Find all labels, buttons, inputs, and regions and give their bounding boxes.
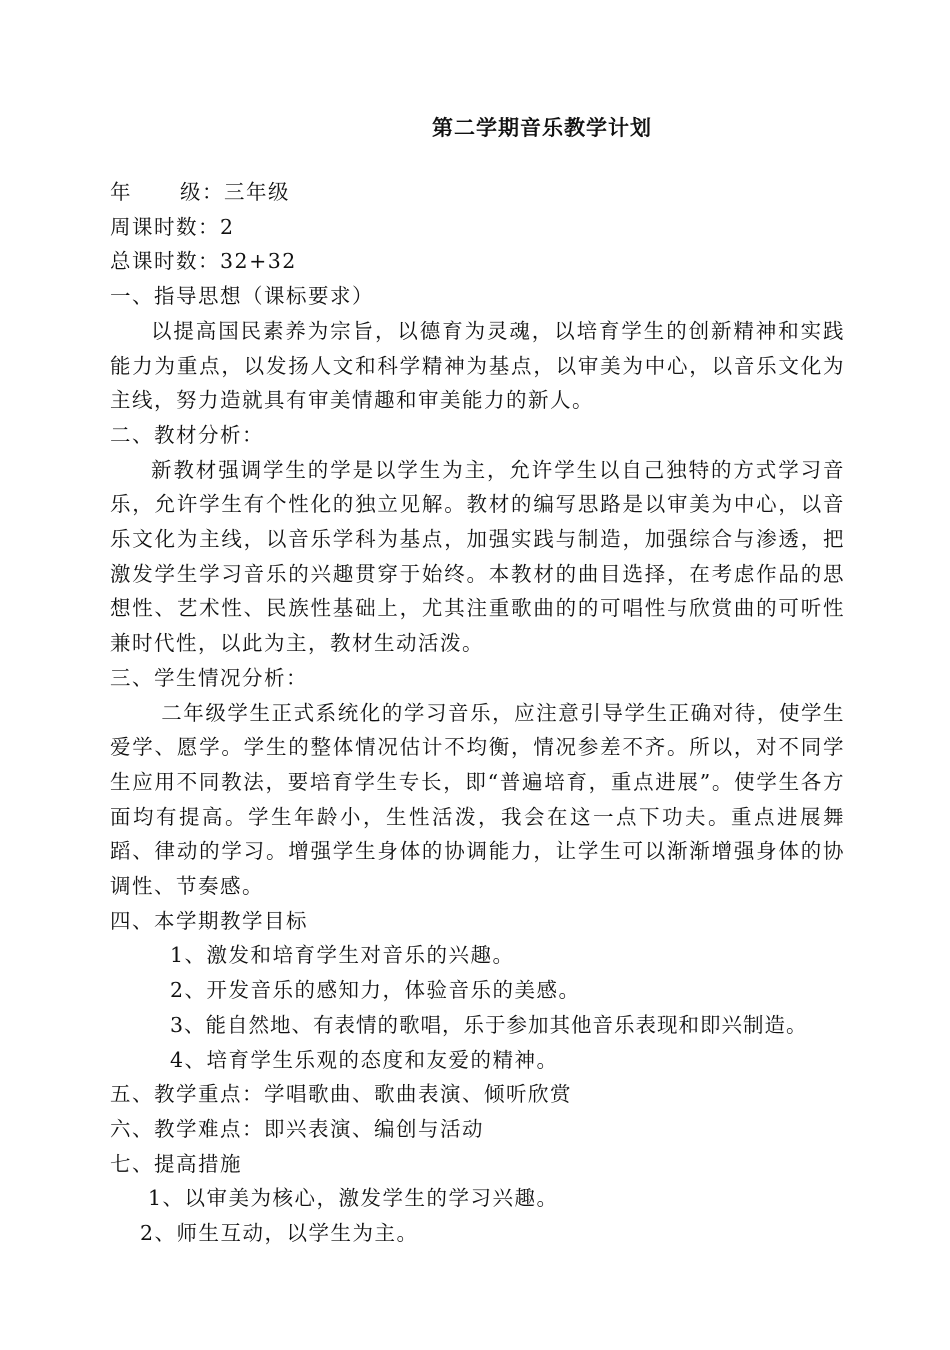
section-body-guiding-ideology: 以提高国民素养为宗旨，以德育为灵魂，以培育学生的创新精神和实践能力为重点，以发扬人文和科学精神为基点，以审美为中心，以音乐文化为主线，努力造就具有审美情趣和审美能力的新人。 <box>110 318 845 413</box>
section-heading-measures: 七、提高措施 <box>110 1151 242 1176</box>
section-body-textbook-analysis: 新教材强调学生的学是以学生为主，允许学生以自己独特的方式学习音乐，允许学生有个性化的独立见解。教材的编写思路是以审美为中心，以音乐文化为主线，以音乐学科为基点，加强实践与制造，加强综合与渗透，把激发学生学习音乐的兴趣贯穿于始终。本教材的曲目选择，在考虑作品的思想性、艺术性、民族性基础上，尤其注重歌曲的的可唱性与欣赏曲的可听性兼时代性，以此为主，教材生动活泼。 <box>110 457 845 656</box>
measure-item: 2、师生互动，以学生为主。 <box>140 1221 419 1246</box>
weekly-hours-line: 周课时数：2 <box>110 214 235 239</box>
goal-item: 4、培育学生乐观的态度和友爱的精神。 <box>170 1047 559 1072</box>
section-line-teaching-focus: 五、教学重点：学唱歌曲、歌曲表演、倾听欣赏 <box>110 1082 572 1107</box>
document-title: 第二学期音乐教学计划 <box>432 115 652 140</box>
total-hours-line: 总课时数：32+32 <box>110 249 297 274</box>
section-heading-textbook-analysis: 二、教材分析： <box>110 422 264 447</box>
goal-item: 2、开发音乐的感知力，体验音乐的美感。 <box>170 978 581 1003</box>
goal-item: 3、能自然地、有表情的歌唱，乐于参加其他音乐表现和即兴制造。 <box>170 1012 808 1037</box>
grade-label-b: 级： <box>180 180 224 204</box>
grade-value: 三年级 <box>224 180 290 204</box>
section-heading-student-analysis: 三、学生情况分析： <box>110 665 308 690</box>
section-heading-guiding-ideology: 一、指导思想（课标要求） <box>110 284 374 309</box>
grade-line <box>110 175 845 210</box>
document-body <box>110 175 845 1251</box>
section-line-teaching-difficulty: 六、教学难点：即兴表演、编创与活动 <box>110 1116 484 1141</box>
goal-item: 1、激发和培育学生对音乐的兴趣。 <box>170 943 515 968</box>
section-body-student-analysis: 二年级学生正式系统化的学习音乐，应注意引导学生正确对待，使学生爱学、愿学。学生的整体情况估计不均衡，情况参差不齐。所以，对不同学生应用不同教法，要培育学生专长，即“普遍培育，重点进展”。使学生各方面均有提高。学生年龄小，生性活泼，我会在这一点下功夫。重点进展舞蹈、律动的学习。增强学生身体的协调能力，让学生可以渐渐增强身体的协调性、节奏感。 <box>110 700 845 899</box>
grade-label-a: 年 <box>110 180 132 204</box>
section-heading-teaching-goals: 四、本学期教学目标 <box>110 908 308 933</box>
measure-item: 1、以审美为核心，激发学生的学习兴趣。 <box>148 1186 559 1211</box>
